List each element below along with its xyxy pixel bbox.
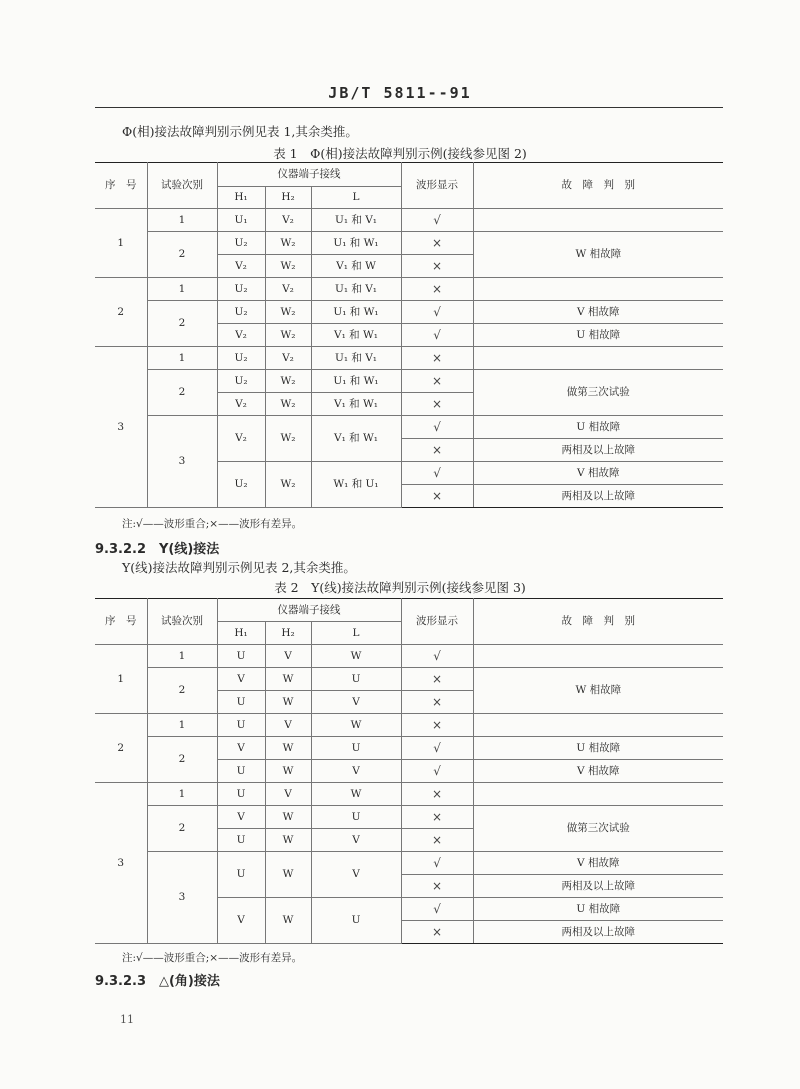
col-l: L bbox=[311, 187, 401, 209]
table-cell-judge: U 相故障 bbox=[473, 416, 723, 439]
table-cell-wave: × bbox=[401, 783, 473, 806]
table-cell-h1: U bbox=[217, 829, 265, 852]
table-cell-l: U₁ 和 V₁ bbox=[311, 278, 401, 301]
table-cell-trial: 1 bbox=[147, 645, 217, 668]
table-cell-judge: 做第三次试验 bbox=[473, 806, 723, 852]
table-cell-wave: × bbox=[401, 921, 473, 944]
col-h2: H₂ bbox=[265, 187, 311, 209]
col-trial: 试验次别 bbox=[147, 599, 217, 645]
table-cell-wave: √ bbox=[401, 416, 473, 439]
table-cell-l: V bbox=[311, 691, 401, 714]
table-cell-h1: U bbox=[217, 783, 265, 806]
table-cell-judge bbox=[473, 645, 723, 668]
table1-title: 表 1 Φ(相)接法故障判别示例(接线参见图 2) bbox=[273, 146, 527, 161]
table-cell-h2: W₂ bbox=[265, 462, 311, 508]
table-cell-wave: √ bbox=[401, 852, 473, 875]
table-cell-h1: V₂ bbox=[217, 393, 265, 416]
document-code: JB/T 5811--91 bbox=[328, 84, 472, 102]
table-cell-l: V₁ 和 W₁ bbox=[311, 324, 401, 347]
table-cell-h1: U₂ bbox=[217, 370, 265, 393]
table-cell-trial: 1 bbox=[147, 347, 217, 370]
col-terminals: 仪器端子接线 bbox=[217, 599, 401, 622]
table-cell-trial: 1 bbox=[147, 278, 217, 301]
table1-intro: Φ(相)接法故障判别示例见表 1,其余类推。 bbox=[122, 124, 358, 139]
table-cell-judge: U 相故障 bbox=[473, 324, 723, 347]
table-cell-h2: V₂ bbox=[265, 278, 311, 301]
table1-note: 注:√——波形重合;×——波形有差异。 bbox=[122, 518, 303, 530]
table-cell-wave: × bbox=[401, 232, 473, 255]
table-cell-h1: U₂ bbox=[217, 347, 265, 370]
table-cell-l: W bbox=[311, 783, 401, 806]
table2-title: 表 2 Y(线)接法故障判别示例(接线参见图 3) bbox=[274, 580, 526, 595]
table2-note: 注:√——波形重合;×——波形有差异。 bbox=[122, 952, 303, 964]
table-cell-h2: W₂ bbox=[265, 416, 311, 462]
table-cell-wave: × bbox=[401, 278, 473, 301]
table-cell-h1: U bbox=[217, 760, 265, 783]
table-cell-wave: × bbox=[401, 393, 473, 416]
table-cell-h1: V bbox=[217, 668, 265, 691]
table-cell-h1: V bbox=[217, 898, 265, 944]
table-cell-seq: 3 bbox=[95, 783, 147, 944]
table-cell-h1: U₁ bbox=[217, 209, 265, 232]
table-cell-h1: U bbox=[217, 714, 265, 737]
table-cell-judge bbox=[473, 347, 723, 370]
table-cell-judge bbox=[473, 209, 723, 232]
table-cell-l: W bbox=[311, 645, 401, 668]
table-cell-wave: √ bbox=[401, 737, 473, 760]
table-cell-l: W₁ 和 U₁ bbox=[311, 462, 401, 508]
table-cell-trial: 1 bbox=[147, 783, 217, 806]
table-cell-wave: × bbox=[401, 255, 473, 278]
table-cell-h1: U bbox=[217, 645, 265, 668]
table-cell-seq: 2 bbox=[95, 714, 147, 783]
table-cell-h2: V bbox=[265, 645, 311, 668]
table-cell-judge: V 相故障 bbox=[473, 301, 723, 324]
table-cell-h1: U₂ bbox=[217, 278, 265, 301]
section-heading-delta: 9.3.2.3 △(角)接法 bbox=[95, 974, 220, 989]
table-cell-judge bbox=[473, 278, 723, 301]
table-cell-l: U bbox=[311, 668, 401, 691]
section-heading-y: 9.3.2.2 Y(线)接法 bbox=[95, 542, 220, 557]
table-cell-l: W bbox=[311, 714, 401, 737]
table-cell-h2: V₂ bbox=[265, 347, 311, 370]
table-cell-h2: W bbox=[265, 852, 311, 898]
table-cell-wave: × bbox=[401, 806, 473, 829]
table-cell-wave: × bbox=[401, 370, 473, 393]
table-cell-h2: W bbox=[265, 829, 311, 852]
table-cell-h1: U bbox=[217, 852, 265, 898]
col-l: L bbox=[311, 622, 401, 645]
table-cell-trial: 2 bbox=[147, 370, 217, 416]
table-cell-l: U bbox=[311, 737, 401, 760]
table-cell-l: U₁ 和 W₁ bbox=[311, 301, 401, 324]
table-cell-h2: W₂ bbox=[265, 393, 311, 416]
table-cell-trial: 2 bbox=[147, 232, 217, 278]
table-cell-l: V₁ 和 W₁ bbox=[311, 416, 401, 462]
col-h1: H₁ bbox=[217, 622, 265, 645]
table-cell-h2: W₂ bbox=[265, 255, 311, 278]
table-cell-judge bbox=[473, 714, 723, 737]
table-cell-wave: √ bbox=[401, 324, 473, 347]
table-cell-trial: 3 bbox=[147, 852, 217, 944]
table-cell-trial: 3 bbox=[147, 416, 217, 508]
table-cell-l: V bbox=[311, 760, 401, 783]
table-cell-wave: × bbox=[401, 485, 473, 508]
table-cell-judge: U 相故障 bbox=[473, 898, 723, 921]
table-cell-h2: W₂ bbox=[265, 370, 311, 393]
table-cell-wave: √ bbox=[401, 462, 473, 485]
table-cell-wave: × bbox=[401, 347, 473, 370]
table-cell-l: V bbox=[311, 829, 401, 852]
table-cell-h2: W₂ bbox=[265, 324, 311, 347]
table-cell-seq: 1 bbox=[95, 645, 147, 714]
table-cell-l: U₁ 和 V₁ bbox=[311, 347, 401, 370]
table-cell-trial: 2 bbox=[147, 737, 217, 783]
table-cell-trial: 1 bbox=[147, 209, 217, 232]
table-cell-l: U₁ 和 W₁ bbox=[311, 370, 401, 393]
table2 bbox=[95, 598, 723, 944]
table-cell-judge: 两相及以上故障 bbox=[473, 875, 723, 898]
table-cell-trial: 2 bbox=[147, 806, 217, 852]
table-cell-seq: 3 bbox=[95, 347, 147, 508]
table-cell-judge: V 相故障 bbox=[473, 852, 723, 875]
table-cell-judge: W 相故障 bbox=[473, 668, 723, 714]
table-cell-h1: V₂ bbox=[217, 416, 265, 462]
col-judge: 故 障 判 别 bbox=[473, 599, 723, 645]
table-cell-trial: 2 bbox=[147, 668, 217, 714]
table-cell-wave: × bbox=[401, 875, 473, 898]
table-cell-h2: W bbox=[265, 806, 311, 829]
table-cell-trial: 1 bbox=[147, 714, 217, 737]
table2-intro: Y(线)接法故障判别示例见表 2,其余类推。 bbox=[122, 560, 356, 575]
table-cell-judge: W 相故障 bbox=[473, 232, 723, 278]
col-wave: 波形显示 bbox=[401, 599, 473, 645]
col-seq: 序 号 bbox=[95, 163, 147, 209]
page-number: 11 bbox=[120, 1013, 134, 1026]
table-cell-wave: × bbox=[401, 829, 473, 852]
table-cell-trial: 2 bbox=[147, 301, 217, 347]
table-cell-l: U bbox=[311, 898, 401, 944]
table-cell-judge: V 相故障 bbox=[473, 462, 723, 485]
table-cell-wave: √ bbox=[401, 645, 473, 668]
table-cell-judge: 两相及以上故障 bbox=[473, 921, 723, 944]
table-cell-h1: U bbox=[217, 691, 265, 714]
table-cell-wave: √ bbox=[401, 898, 473, 921]
table-cell-judge: 两相及以上故障 bbox=[473, 439, 723, 462]
table-cell-h2: W bbox=[265, 760, 311, 783]
table-cell-wave: × bbox=[401, 668, 473, 691]
table-cell-l: U₁ 和 V₁ bbox=[311, 209, 401, 232]
table-cell-wave: √ bbox=[401, 301, 473, 324]
col-judge: 故 障 判 别 bbox=[473, 163, 723, 209]
table-cell-h1: V₂ bbox=[217, 255, 265, 278]
table-cell-h2: W bbox=[265, 737, 311, 760]
table-cell-h2: W bbox=[265, 691, 311, 714]
table-cell-wave: × bbox=[401, 439, 473, 462]
table-cell-judge: U 相故障 bbox=[473, 737, 723, 760]
table1 bbox=[95, 162, 723, 508]
table-cell-judge bbox=[473, 783, 723, 806]
table-cell-h2: V bbox=[265, 783, 311, 806]
table-cell-h2: W bbox=[265, 668, 311, 691]
table-cell-h1: V₂ bbox=[217, 324, 265, 347]
table-cell-l: U bbox=[311, 806, 401, 829]
table-cell-h1: V bbox=[217, 737, 265, 760]
table-cell-h1: V bbox=[217, 806, 265, 829]
table-cell-wave: √ bbox=[401, 209, 473, 232]
table-cell-h1: U₂ bbox=[217, 232, 265, 255]
table-cell-judge: V 相故障 bbox=[473, 760, 723, 783]
table-cell-h2: W₂ bbox=[265, 301, 311, 324]
table-cell-wave: √ bbox=[401, 760, 473, 783]
table-cell-l: V₁ 和 W bbox=[311, 255, 401, 278]
table-cell-seq: 1 bbox=[95, 209, 147, 278]
table-cell-h1: U₂ bbox=[217, 301, 265, 324]
col-terminals: 仪器端子接线 bbox=[217, 163, 401, 187]
header-rule bbox=[95, 107, 723, 108]
table-cell-l: V bbox=[311, 852, 401, 898]
table-cell-seq: 2 bbox=[95, 278, 147, 347]
table-cell-wave: × bbox=[401, 714, 473, 737]
table-cell-l: V₁ 和 W₁ bbox=[311, 393, 401, 416]
table-cell-l: U₁ 和 W₁ bbox=[311, 232, 401, 255]
col-seq: 序 号 bbox=[95, 599, 147, 645]
table-cell-h2: W₂ bbox=[265, 232, 311, 255]
table-cell-judge: 两相及以上故障 bbox=[473, 485, 723, 508]
table-cell-h2: W bbox=[265, 898, 311, 944]
table-cell-h2: V₂ bbox=[265, 209, 311, 232]
table-cell-wave: × bbox=[401, 691, 473, 714]
table-cell-h2: V bbox=[265, 714, 311, 737]
col-wave: 波形显示 bbox=[401, 163, 473, 209]
table-cell-h1: U₂ bbox=[217, 462, 265, 508]
col-h2: H₂ bbox=[265, 622, 311, 645]
col-trial: 试验次别 bbox=[147, 163, 217, 209]
col-h1: H₁ bbox=[217, 187, 265, 209]
table-cell-judge: 做第三次试验 bbox=[473, 370, 723, 416]
